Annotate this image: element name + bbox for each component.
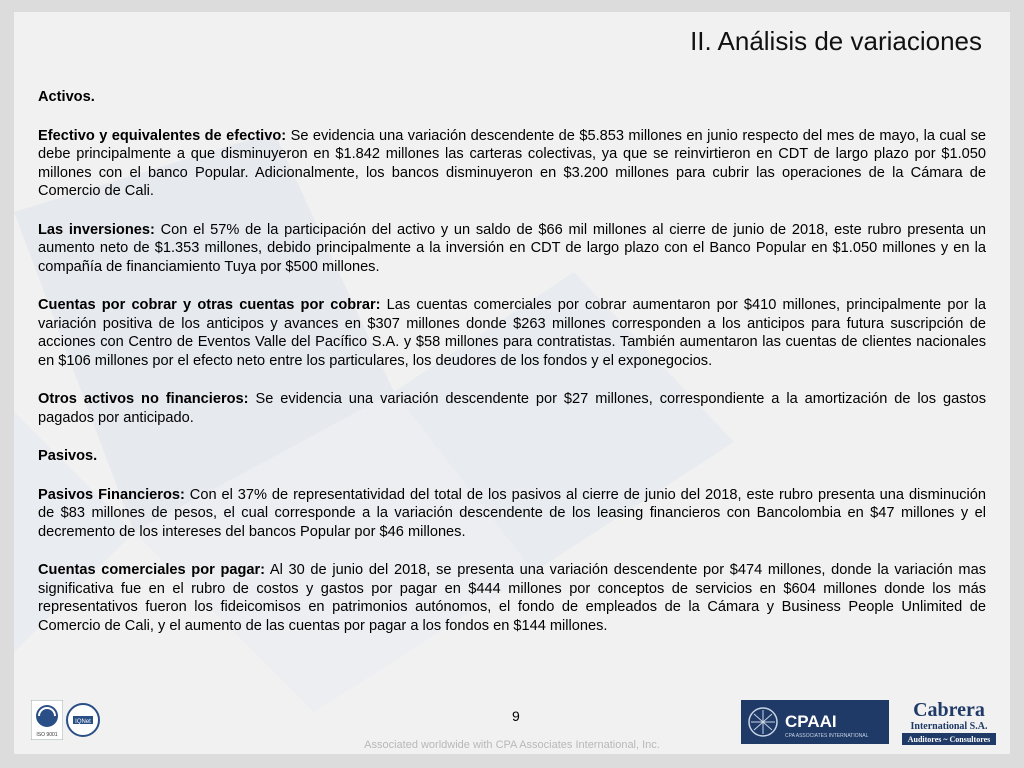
cabrera-name: Cabrera [913,699,985,721]
section-activos [38,88,986,107]
section-heading: Otros activos no financieros: [38,391,249,407]
section-inversiones [38,221,986,277]
section-pasivos-financieros [38,486,986,542]
slide-title: II. Análisis de variaciones [690,26,982,56]
page-number: 9 [512,708,520,724]
content-body [38,88,986,635]
section-text: Se evidencia una variación descendente por $27 millones, correspondiente a la amortización de los gastos pagados por anticipado. [38,391,986,426]
cpaai-logo-graphic [741,700,889,744]
section-efectivo [38,127,986,201]
section-heading: Activos. [38,89,95,105]
section-heading: Cuentas comerciales por pagar: [38,562,266,578]
section-heading: Pasivos. [38,448,98,464]
section-heading: Pasivos Financieros: [38,486,185,503]
footer-text: Associated worldwide with CPA Associates International, Inc. [364,739,660,751]
section-text: Las cuentas comerciales por cobrar aumentaron por $410 millones, principalmente por la variación positiva de los anticipos y avances en $307 millones donde $263 millones corresponden a los anticipos para futura suscripción de acciones con Centro de Eventos Valle del Pacífico S.A. y $58 millones para contratistas. También aumentaron las cuentas de clientes nacionales en $106 millones por el efecto neto entre los particulares, los deudores de los fondos y el exponegocios. [38,297,986,369]
section-text: Al 30 de junio del 2018, se presenta una variación descendente por $474 millones, donde la variación mas significativa fue en el rubro de costos y gastos por pagar en $444 millones por conceptos de servicios en $604 millones donde los más representativos fueron los fideicomisos en patrimonios autónomos, el fondo de empleados de la Cámara y Business People Unlimited de Comercio de Cali, y el aumento de las cuentas por pagar a los fondos en $144 millones. [38,562,986,634]
cpaai-name: CPAAI [785,712,837,731]
section-text: Con el 57% de la participación del activo y un saldo de $66 mil millones al cierre de junio de 2018, este rubro presenta un aumento neto de $1.353 millones, debido principalmente a la inversión en CDT de largo plazo con el Banco Popular en $1.050 millones y en la compañía de financiamiento Tuya por $500 millones. [38,221,986,275]
slide [14,12,1010,754]
cert1-text: ISO 9001 [36,732,58,738]
cabrera-subtitle: International S.A. [910,721,988,732]
section-cuentas-pagar [38,561,986,635]
section-text: Se evidencia una variación descendente de $5.853 millones en junio respecto del mes de mayo, la cual se debe principalmente a que disminuyeron en $1.842 millones las carteras colectivas, ya que se reinvirtieron en CDT de largo plazo por $1.050 millones con el banco Popular. Adicionalmente, los bancos disminuyeron en $3.200 millones para cubrir las operaciones de la Cámara de Comercio de Cali. [38,127,987,199]
iqnet-certification-logo [66,700,100,740]
cabrera-tagline: Auditores ~ Consultores [907,735,991,744]
section-heading: Cuentas por cobrar y otras cuentas por cobrar: [38,297,381,313]
cert2-text: IQNet [75,719,91,725]
section-text: Con el 37% de representatividad del total de los pasivos al cierre de junio del 2018, este rubro presenta una disminución de $83 millones de pesos, el cual corresponde a la variación descendente de los leasing financieros con Bancolombia en $47 millones y el decremento de los intereses del bancos Popular por $46 millones. [38,486,986,540]
section-heading: Las inversiones: [38,221,155,238]
cpaai-logo [741,700,889,744]
section-heading: Efectivo y equivalentes de efectivo: [38,127,287,144]
cpaai-subtitle: CPA ASSOCIATES INTERNATIONAL [785,733,869,739]
iso-certification-logo [31,700,63,740]
section-otros-activos [38,390,986,427]
section-pasivos [38,447,986,466]
section-cuentas-cobrar [38,296,986,370]
